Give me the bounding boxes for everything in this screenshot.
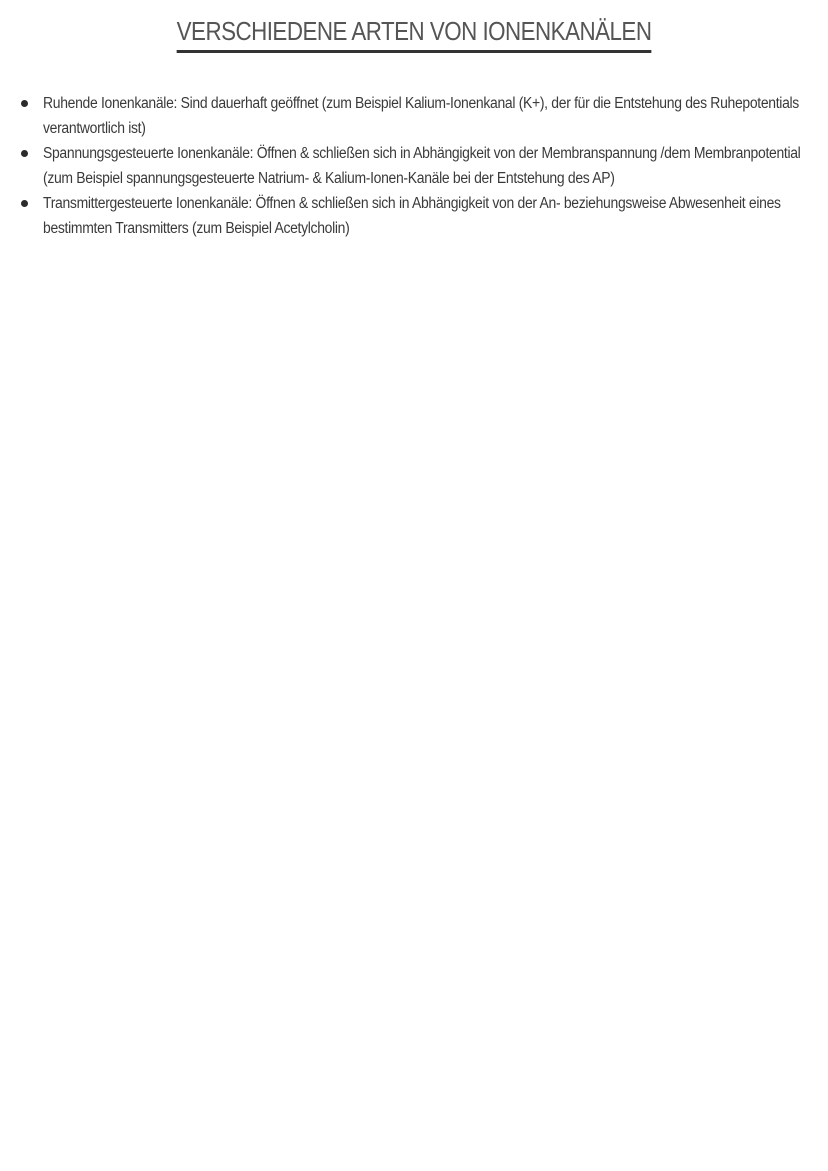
- list-item-text: Ruhende Ionenkanäle: Sind dauerhaft geöffnet (zum Beispiel Kalium-Ionenkanal (K+), der für die Entstehung des Ruhepotentials verantwortlich ist): [43, 95, 799, 137]
- list-item: [18, 192, 818, 241]
- bullet-dot-icon: [21, 100, 28, 107]
- page-title: VERSCHIEDENE ARTEN VON IONENKANÄLEN: [177, 14, 652, 53]
- title-wrapper: [0, 14, 828, 53]
- list-item-text: Transmittergesteuerte Ionenkanäle: Öffnen & schließen sich in Abhängigkeit von der An- beziehungsweise Abwesenheit eines bestimmten Transmitters (zum Beispiel Acetylcholin): [43, 195, 781, 237]
- bullet-dot-icon: [21, 150, 28, 157]
- list-item: [18, 142, 818, 191]
- bullet-dot-icon: [21, 200, 28, 207]
- bullet-list: [18, 92, 818, 242]
- list-item-text: Spannungsgesteuerte Ionenkanäle: Öffnen & schließen sich in Abhängigkeit von der Membranspannung /dem Membranpotential (zum Beispiel spannungsgesteuerte Natrium- & Kalium-Ionen-Kanäle bei der Entstehung des AP): [43, 145, 801, 187]
- list-item: [18, 92, 818, 141]
